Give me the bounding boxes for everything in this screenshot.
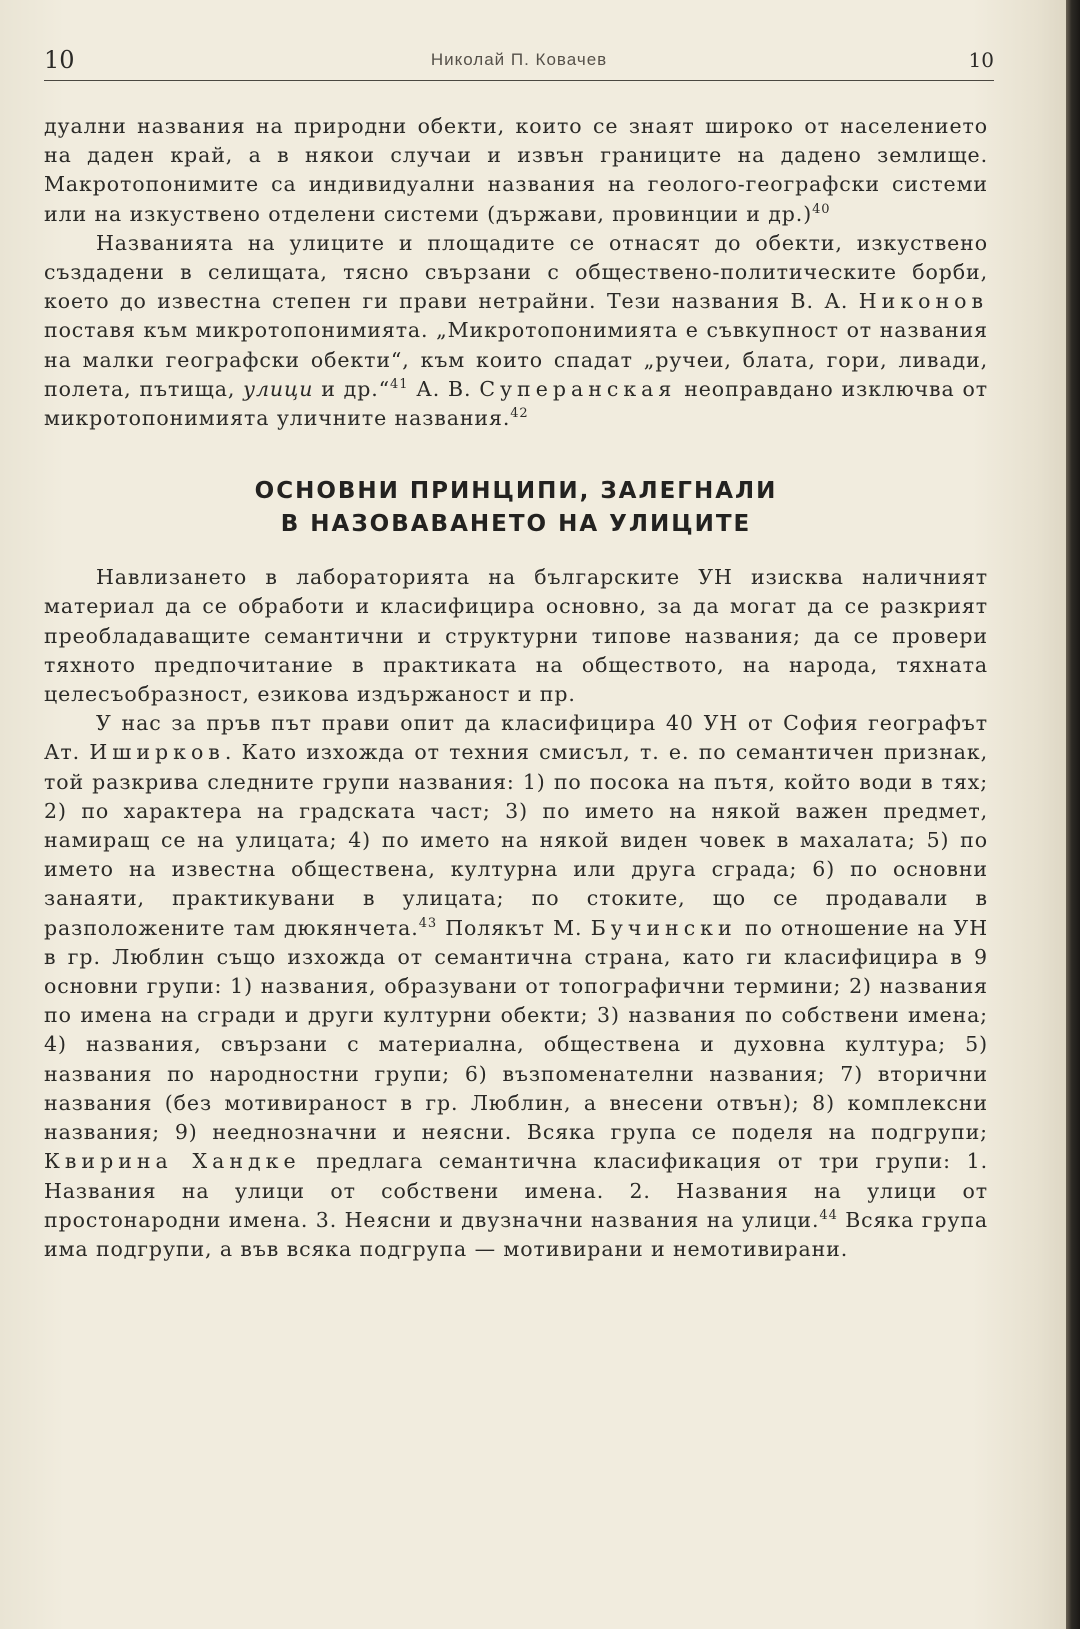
author-name-buchinski: Бучински bbox=[590, 915, 737, 940]
section-heading bbox=[44, 475, 988, 541]
author-name-ishirkov: Иширков bbox=[89, 740, 225, 765]
italic-term: улици bbox=[243, 376, 314, 401]
paragraph-3: Навлизането в лабораторията на българските УН изисква наличният материал да се обработи и класифицира основно, за да могат да се разкрият преобладаващите семантични и структурни типове названия; да се провери тяхното предпочитание в практиката на обществото, на народа, тяхната целесъобразност, езикова издържаност и пр. bbox=[44, 565, 988, 707]
section-heading-line-1: ОСНОВНИ ПРИНЦИПИ, ЗАЛЕГНАЛИ bbox=[254, 478, 778, 505]
footnote-ref-43: 43 bbox=[418, 915, 438, 931]
footnote-ref-41: 41 bbox=[390, 377, 409, 392]
page-number-left: 10 bbox=[44, 46, 75, 74]
footnote-ref-44: 44 bbox=[819, 1207, 838, 1223]
author-name-superanskaya: Суперанская bbox=[479, 376, 677, 401]
page-body bbox=[44, 112, 988, 1264]
footnote-ref-40: 40 bbox=[812, 201, 831, 217]
page-number-right: 10 bbox=[968, 48, 994, 72]
running-title: Николай П. Ковачев bbox=[430, 50, 608, 69]
section-heading-line-2: В НАЗОВАВАНЕТО НА УЛИЦИТЕ bbox=[280, 511, 752, 538]
page-binding-edge bbox=[1066, 0, 1080, 1629]
paragraph-1: дуални названия на природни обекти, които се знаят широко от населението на даден край, а в някои случаи и извън границите на дадено землище. Макротопонимите са индивидуални названия на геолого-географски системи или на изкуствено отделени системи (държави, провинции и др.)$^{40}$ bbox=[44, 114, 988, 226]
paragraph-2: Названията на улиците и площадите се отнасят до обекти, изкуствено създадени в селищата, тясно свързани с обществено-политическите борби, което до известна степен ги прави нетрайни. Тези названия В. А. Никонов поставя към микротопонимията. „Микротопонимията е съвкупност от названия на малки географски обекти“, към които спадат „ручеи, блата, гори, ливади, полета, пътища, улици и др.“$^{41}$ А. В. Суперанская неоправдано изключва от микротопонимията уличните названия.$^{42}$ bbox=[44, 230, 988, 431]
paragraph-4: У нас за пръв път прави опит да класифицира 40 УН от София географът Ат. Иширков. Като изхожда от техния смисъл, т. е. по семантичен признак, той разкрива следните групи названия: 1) по посока на пътя, който води в тях; 2) по характера на градската част; 3) по името на някой важен предмет, намиращ се на улицата; 4) по името на някой виден човек в махалата; 5) по името на известна обществена, културна или друга сграда; 6) по основни занаяти, практикувани в улицата; по стоките, що се продавали в разположените там дюкянчета.$^{43}$ Полякът М. Бучински по отношение на УН в гр. Люблин също изхожда от семантична страна, като ги класифицира в 9 основни групи: 1) названия, образувани от топографични термини; 2) названия по имена на сгради и други културни обекти; 3) названия по собствени имена; 4) названия, свързани с материална, обществена и духовна култура; 5) названия по народностни групи; 6) възпоменателни названия; 7) вторични названия (без мотивираност в гр. Люблин, а внесени отвън); 8) комплексни названия; 9) нееднозначни и неясни. Всяка група се подeля на подгрупи; Квирина Хандке предлага семантична класификация от три групи: 1. Названия на улици от собствени имена. 2. Названия на улици от простонародни имена. 3. Неясни и двузначни названия на улици.$^{44}$ Всяка група има подгрупи, а във всяка подгрупа — мотивирани и немотивирани. bbox=[44, 711, 989, 1261]
page-header bbox=[44, 46, 994, 81]
author-name-nikonov: Никонов bbox=[858, 289, 988, 314]
author-name-handke: Квирина Хандке bbox=[44, 1149, 301, 1174]
footnote-ref-42: 42 bbox=[510, 406, 529, 422]
